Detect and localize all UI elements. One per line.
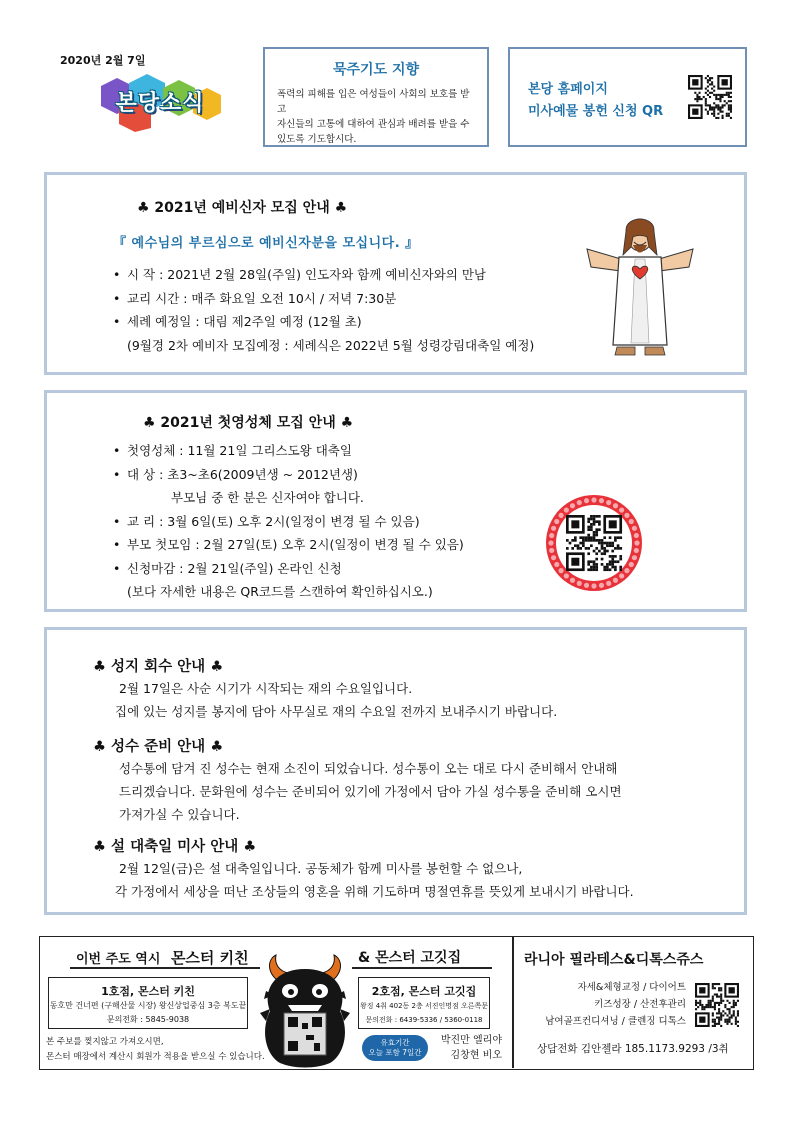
- store1-phone: 문의전화 : 5845-9038: [106, 1015, 190, 1024]
- pilates-line: 남여골프컨디셔닝 / 클렌징 디톡스: [545, 1016, 686, 1027]
- owner-name: 김창현 비오: [450, 1050, 502, 1061]
- catechumen-item: • 세례 예정일 : 대림 제2주일 예정 (12월 초): [113, 310, 534, 334]
- communion-indented-item: 부모님 중 한 분은 신자여야 합니다.: [171, 490, 364, 505]
- holy-water-line: 가져가실 수 있습니다.: [119, 807, 240, 822]
- logo-text: 본당소식: [115, 91, 205, 116]
- catechumen-note: (9월경 2차 예비자 모집예정 : 세례식은 2022년 5월 성령강림대축일 예정): [127, 337, 535, 353]
- store1-box: [48, 977, 248, 1029]
- ad-headline-left: [76, 947, 249, 968]
- communion-item: • 대 상 : 초3~초6(2009년생 ~ 2012년생): [113, 463, 464, 487]
- store2-phone: 문의전화 : 6439-5336 / 5360-0118: [365, 1016, 483, 1024]
- advertisement-box: [39, 936, 754, 1070]
- communion-qr-badge-icon[interactable]: [544, 493, 644, 593]
- holy-water-line: 성수통에 담겨 진 성수는 현재 소진이 되었습니다. 성수통이 오는 대로 다시 준비해서 안내해: [119, 761, 618, 776]
- pilates-services: [526, 979, 686, 1030]
- communion-note: (보다 자세한 내용은 QR코드를 스캔하여 확인하십시오.): [127, 584, 433, 599]
- communion-item: • 신청마감 : 2월 21일(주일) 온라인 신청: [113, 557, 464, 581]
- ad-underline: [352, 967, 492, 969]
- homepage-qr-code-icon[interactable]: [688, 75, 732, 119]
- validity-pill: [362, 1035, 428, 1061]
- store2-address: 왕징 4취 402동 2층 서진인명점 오른쪽문: [359, 1002, 489, 1010]
- pill-line: 유효기간: [380, 1038, 410, 1047]
- communion-item: • 부모 첫모임 : 2월 27일(토) 오후 2시(일정이 변경 될 수 있음): [113, 533, 464, 557]
- owner-name: 박진만 엘리야: [440, 1035, 502, 1046]
- ad-headline-prefix: 이번 주도 역시: [76, 952, 161, 967]
- coupon-line: 본 주보를 찢지않고 가져오시면,: [46, 1037, 164, 1047]
- rosary-intention-text: [277, 87, 475, 147]
- bulletin-coupon-note: [46, 1035, 265, 1065]
- lunar-new-year-line: 2월 12일(금)은 설 대축일입니다. 공동체가 함께 미사를 봉헌할 수 없으나,: [119, 861, 523, 876]
- pilates-contact: 상담전화 김안젤라 185.1173.9293 /3취: [537, 1043, 729, 1055]
- store2-name: 2호점, 몬스터 고깃집: [371, 985, 477, 998]
- lunar-new-year-line: 각 가정에서 세상을 떠난 조상들의 영혼을 위해 기도하며 명절연휴를 뜻있게 보내시기 바랍니다.: [115, 884, 634, 899]
- palm-collection-line: 집에 있는 성지를 봉지에 담아 사무실로 재의 수요일 전까지 보내주시기 바랍니다.: [115, 704, 558, 719]
- ad-divider: [512, 937, 514, 1068]
- homepage-line: 본당 홈페이지: [528, 82, 608, 97]
- rosary-intention-title: 묵주기도 지향: [332, 62, 420, 78]
- rosary-intention-box: [263, 47, 489, 147]
- owners: [436, 1033, 502, 1063]
- ad-underline: [70, 967, 260, 969]
- notices-section: [44, 627, 747, 915]
- catechumen-slogan: 『 예수님의 부르심으로 예비신자분을 모십니다. 』: [113, 236, 419, 251]
- prayer-line: 폭력의 피해를 입은 여성들이 사회의 보호를 받고: [277, 89, 470, 115]
- catechumen-item: • 교리 시간 : 매주 화요일 오전 10시 / 저녁 7:30분: [113, 287, 534, 311]
- jesus-illustration-icon: [585, 215, 695, 361]
- lunar-new-year-mass-title: ♣ 설 대축일 미사 안내 ♣: [93, 839, 257, 855]
- bulletin-date: 2020년 2월 7일: [60, 54, 146, 67]
- prayer-line: 있도록 기도합시다.: [277, 134, 357, 145]
- parish-news-logo: [95, 72, 225, 132]
- catechumen-details: [113, 263, 534, 357]
- holy-water-title: ♣ 성수 준비 안내 ♣: [93, 739, 224, 755]
- pilates-qr-code-icon[interactable]: [695, 983, 739, 1027]
- ad-headline-brand: 몬스터 키친: [170, 949, 249, 967]
- store1-address: 동호만 건너편 (구해산물 시장) 왕신상업중심 3층 복도끝: [49, 1001, 247, 1010]
- catechumen-item: • 시 작 : 2021년 2월 28일(주일) 인도자와 함께 예비신자와의 만남: [113, 263, 534, 287]
- pilates-title: 라니아 필라테스&디톡스쥬스: [524, 952, 704, 968]
- palm-collection-line: 2월 17일은 사순 시기가 시작되는 재의 수요일입니다.: [119, 681, 413, 696]
- communion-item: • 교 리 : 3월 6일(토) 오후 2시(일정이 변경 될 수 있음): [113, 510, 464, 534]
- homepage-line: 미사예물 봉헌 신청 QR: [528, 104, 664, 119]
- catechumen-title: ♣ 2021년 예비신자 모집 안내 ♣: [137, 200, 348, 216]
- prayer-line: 자신들의 고통에 대하여 관심과 배려를 받을 수: [277, 119, 470, 130]
- first-communion-title: ♣ 2021년 첫영성체 모집 안내 ♣: [143, 415, 354, 431]
- communion-item: • 첫영성체 : 11월 21일 그리스도왕 대축일: [113, 439, 464, 463]
- palm-collection-title: ♣ 성지 회수 안내 ♣: [93, 659, 224, 675]
- holy-water-line: 드리겠습니다. 문화원에 성수는 준비되어 있기에 가정에서 담아 가실 성수통을 준비해 오시면: [119, 784, 622, 799]
- homepage-qr-box: [508, 47, 747, 147]
- catechumen-recruitment-section: [44, 172, 747, 375]
- pilates-line: 자세&체형교정 / 다이어트: [577, 982, 686, 993]
- store1-name: 1호점, 몬스터 키친: [101, 985, 195, 998]
- coupon-line: 몬스터 매장에서 계산시 회원가 적용을 받으실 수 있습니다.: [46, 1052, 265, 1062]
- first-communion-section: [44, 390, 747, 612]
- pilates-line: 키즈성장 / 산전후관리: [594, 999, 686, 1010]
- pill-line: 오늘 포함 7일간: [368, 1048, 422, 1057]
- homepage-qr-label: [528, 79, 663, 123]
- monster-mascot-icon: [256, 951, 354, 1069]
- store2-box: [358, 977, 490, 1029]
- first-communion-details: [113, 439, 464, 604]
- ad-headline-right: & 몬스터 고깃집: [358, 950, 462, 966]
